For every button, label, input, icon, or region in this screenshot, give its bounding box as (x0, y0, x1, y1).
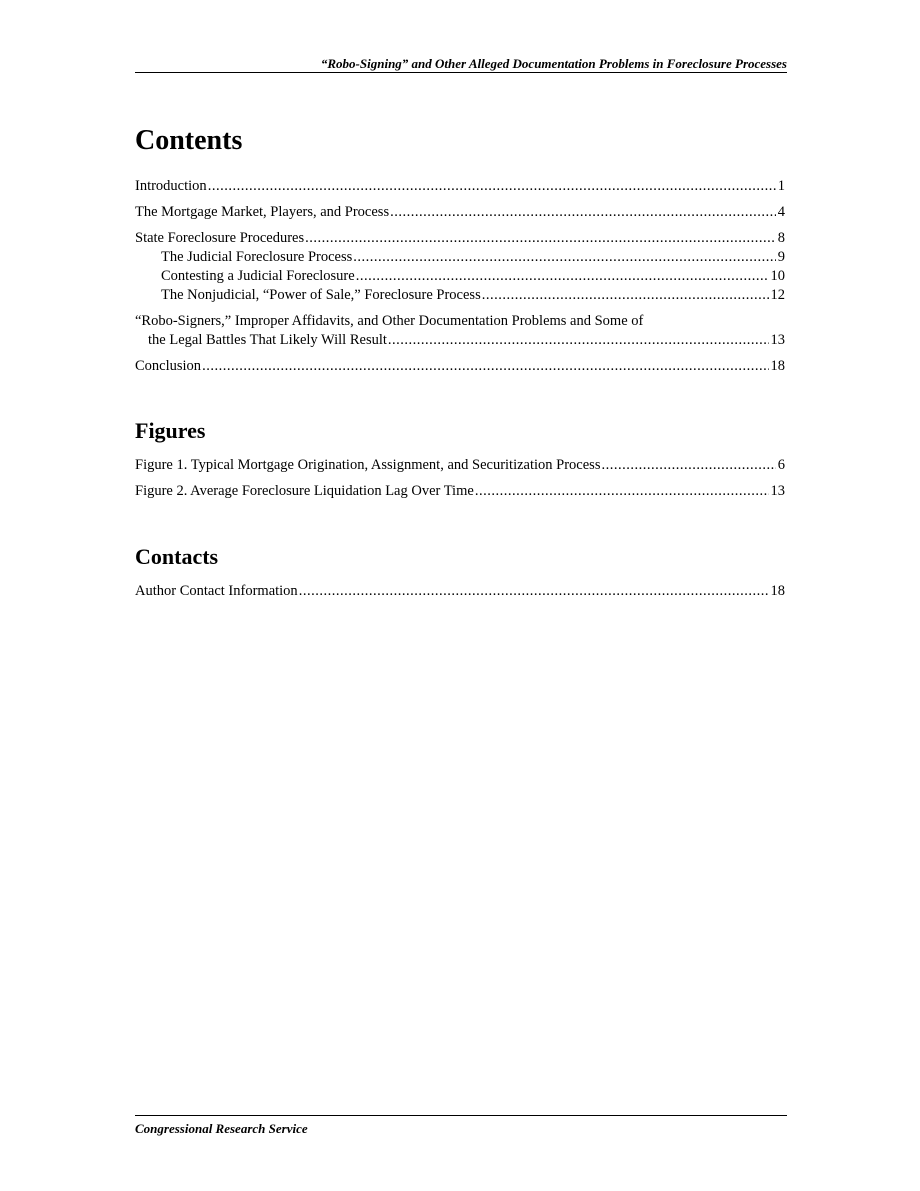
figure-entry-1[interactable] (135, 456, 785, 475)
toc-entry-label: Introduction (135, 178, 207, 194)
toc-entry-contesting-judicial[interactable] (135, 267, 785, 286)
dot-leader (601, 456, 775, 475)
contact-entry-label: Author Contact Information (135, 583, 298, 599)
contacts-list (135, 582, 785, 601)
toc-entry-page: 13 (770, 332, 785, 348)
toc-entry-label: The Nonjudicial, “Power of Sale,” Foreclosure Process (161, 287, 481, 303)
figures-list (135, 456, 785, 501)
toc-entry-mortgage-market[interactable] (135, 203, 785, 222)
dot-leader (299, 582, 769, 601)
running-footer: Congressional Research Service (135, 1121, 308, 1136)
toc-entry-introduction[interactable] (135, 177, 785, 196)
toc-entry-judicial-process[interactable] (135, 248, 785, 267)
toc-entry-label: State Foreclosure Procedures (135, 230, 305, 246)
toc-entry-conclusion[interactable] (135, 357, 785, 376)
toc-entry-page: 9 (777, 249, 785, 265)
contacts-heading: Contacts (135, 544, 219, 569)
toc-entry-label: The Judicial Foreclosure Process (161, 249, 353, 265)
dot-leader (202, 357, 768, 376)
toc-entry-page: 12 (770, 287, 785, 303)
dot-leader (390, 203, 776, 222)
dot-leader (353, 248, 775, 267)
figures-heading: Figures (135, 418, 206, 443)
toc-entry-label-line2: the Legal Battles That Likely Will Result (148, 332, 387, 348)
toc-entry-robo-signers[interactable] (135, 312, 785, 350)
header-rule (135, 72, 787, 73)
dot-leader (356, 267, 769, 286)
toc-entry-page: 8 (777, 230, 785, 246)
toc-entry-page: 10 (770, 268, 785, 284)
figure-entry-2[interactable] (135, 482, 785, 501)
footer-rule (135, 1115, 787, 1116)
figure-entry-page: 13 (770, 483, 785, 499)
dot-leader (305, 229, 776, 248)
toc-entry-page: 18 (770, 358, 785, 374)
toc-entry-state-foreclosure[interactable] (135, 229, 785, 248)
contents-list (135, 177, 785, 376)
dot-leader (388, 331, 769, 350)
toc-entry-page: 4 (777, 204, 785, 220)
dot-leader (208, 177, 776, 196)
dot-leader (482, 286, 769, 305)
toc-entry-page: 1 (777, 178, 785, 194)
dot-leader (475, 482, 769, 501)
figure-entry-page: 6 (777, 457, 785, 473)
running-header: “Robo-Signing” and Other Alleged Documentation Problems in Foreclosure Processes (320, 56, 787, 71)
toc-entry-label: Conclusion (135, 358, 202, 374)
contact-entry-page: 18 (770, 583, 785, 599)
toc-entry-label-line1: “Robo-Signers,” Improper Affidavits, and Other Documentation Problems and Some of (135, 313, 644, 329)
contents-heading: Contents (135, 125, 243, 156)
figure-entry-label: Figure 2. Average Foreclosure Liquidation Lag Over Time (135, 483, 474, 499)
toc-entry-label: Contesting a Judicial Foreclosure (161, 268, 355, 284)
toc-entry-nonjudicial-process[interactable] (135, 286, 785, 305)
figure-entry-label: Figure 1. Typical Mortgage Origination, Assignment, and Securitization Process (135, 457, 601, 473)
toc-entry-label: The Mortgage Market, Players, and Process (135, 204, 390, 220)
contact-entry-author[interactable] (135, 582, 785, 601)
